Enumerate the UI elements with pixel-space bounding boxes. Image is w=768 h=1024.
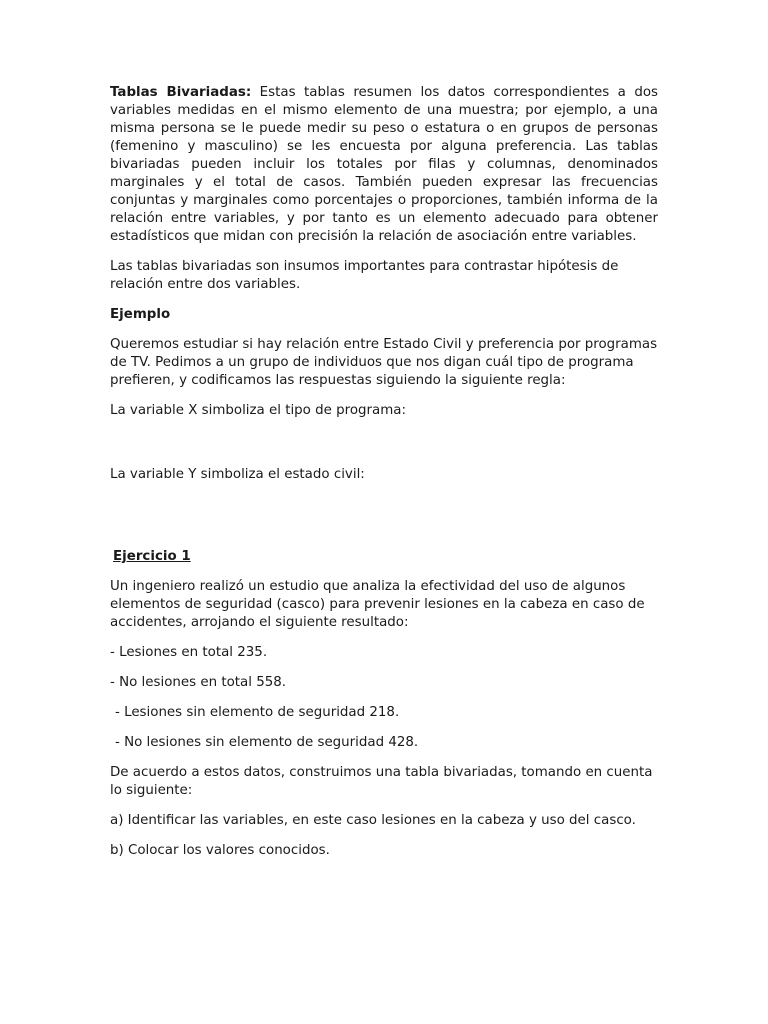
exercise-heading-text: Ejercicio 1 — [113, 549, 191, 564]
exercise-item-2: - No lesiones en total 558. — [110, 675, 287, 690]
intro-paragraph-2: Las tablas bivariadas son insumos importantes para contrastar hipótesis de relación entre dos variables. — [110, 259, 619, 292]
variable-x-text: La variable X simboliza el tipo de programa: — [110, 403, 406, 418]
exercise-paragraph: Un ingeniero realizó un estudio que analiza la efectividad del uso de algunos elementos de seguridad (casco) para prevenir lesiones en la cabeza en caso de accidentes, arrojando el siguiente resultado: — [110, 579, 645, 630]
exercise-item-1: - Lesiones en total 235. — [110, 645, 268, 660]
intro-paragraph — [110, 84, 658, 246]
intro-term: Tablas Bivariadas: — [110, 85, 252, 100]
example-heading: Ejemplo — [110, 307, 171, 322]
exercise-step-a: a) Identificar las variables, en este caso lesiones en la cabeza y uso del casco. — [110, 813, 636, 828]
exercise-paragraph-2: De acuerdo a estos datos, construimos una tabla bivariadas, tomando en cuenta lo siguiente: — [110, 765, 653, 798]
document-page — [110, 84, 658, 872]
exercise-item-4: - No lesiones sin elemento de seguridad 428. — [115, 735, 419, 750]
exercise-heading — [110, 548, 658, 566]
exercise-step-b: b) Colocar los valores conocidos. — [110, 843, 330, 858]
example-paragraph: Queremos estudiar si hay relación entre Estado Civil y preferencia por programas de TV. Pedimos a un grupo de individuos que nos digan cuál tipo de programa prefieren, y codificamos las respuestas siguiendo la siguiente regla: — [110, 337, 658, 388]
exercise-item-3: - Lesiones sin elemento de seguridad 218. — [115, 705, 400, 720]
intro-text: Estas tablas resumen los datos correspondientes a dos variables medidas en el mismo elemento de una muestra; por ejemplo, a una misma persona se le puede medir su peso o estatura o en grupos de personas (femenino y masculino) se les encuesta por alguna preferencia. Las tablas bivariadas pueden incluir los totales por filas y columnas, denominados marginales y el total de casos. También pueden expresar las frecuencias conjuntas y marginales como porcentajes o proporciones, también informa de la relación entre variables, y por tanto es un elemento adecuado para obtener estadísticos que midan con precisión la relación de asociación entre variables. — [110, 85, 658, 244]
variable-y-text: La variable Y simboliza el estado civil: — [110, 467, 365, 482]
